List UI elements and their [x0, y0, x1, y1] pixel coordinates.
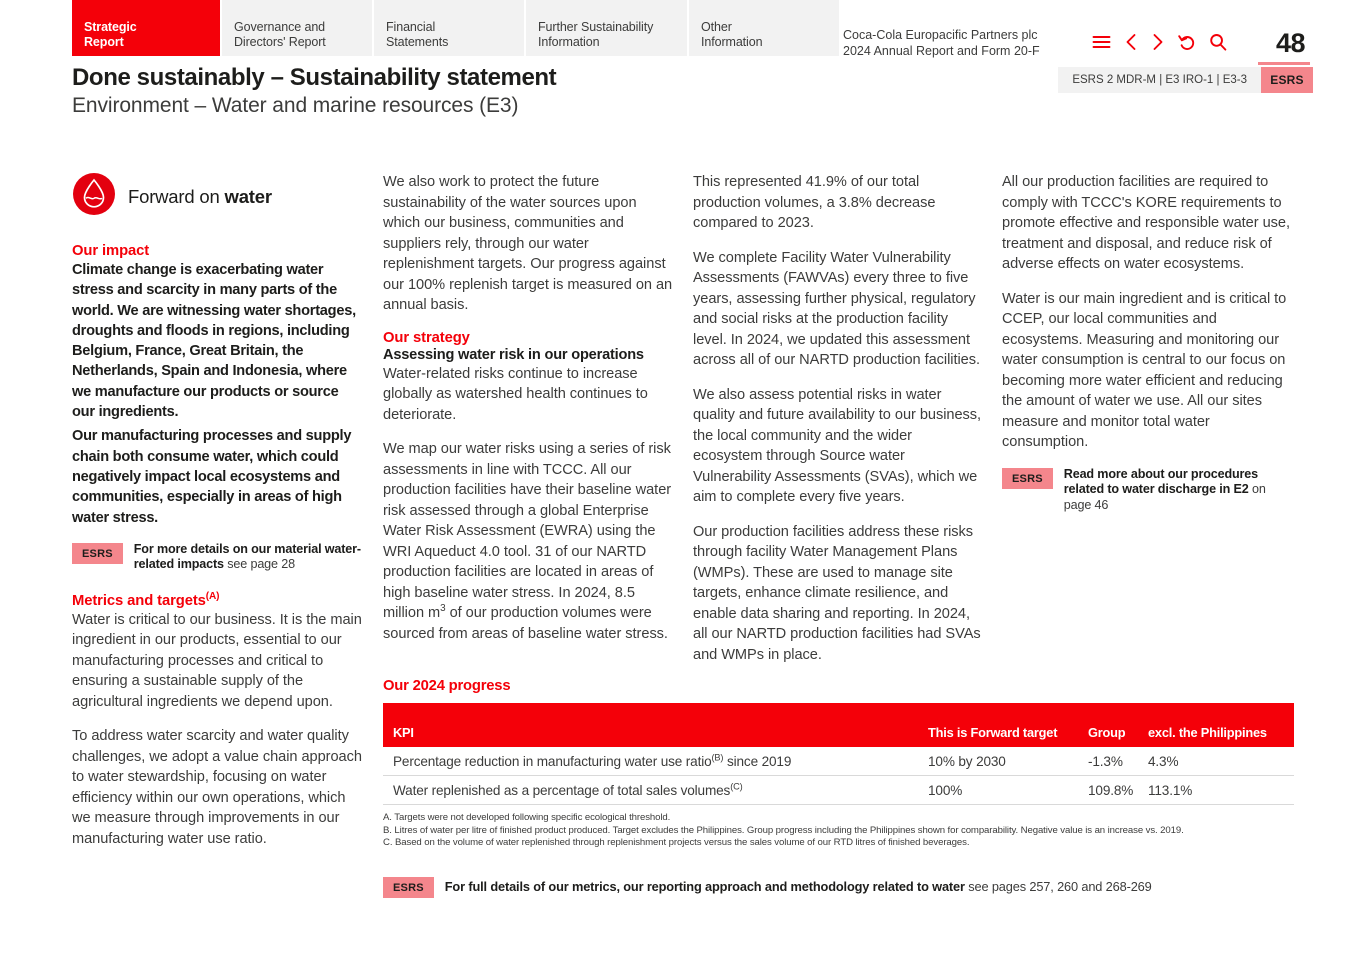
cubic-metre-superscript: 3 — [440, 603, 446, 615]
document-meta — [843, 28, 1040, 59]
search-icon[interactable] — [1209, 33, 1227, 51]
cell-excl-philippines-value: 113.1% — [1148, 776, 1294, 805]
esrs-chip: ESRS — [1002, 468, 1053, 489]
tab-label-line2: Directors' Report — [234, 35, 326, 49]
water-risk-text-a: We map our water risks using a series of risk assessments in line with TCCC. All our production facilities have their baseline water risk assessed through a global Enterprise Water Risk Assessment (EWRA) using the WRI Aqueduct 4.0 tool. 31 of our NARTD production facilities are located in areas of high baseline water stress. In 2024, 8.5 million m — [383, 441, 672, 621]
tab-label-line2: Report — [84, 35, 124, 49]
previous-page-icon[interactable] — [1124, 33, 1138, 51]
tab-label-line1: Strategic — [84, 20, 137, 34]
kore-requirements-paragraph: All our production facilities are required to comply with TCCC's KORE requirements to promote effective and responsible water use, treatment and disposal, and reduce risk of adverse effects on water ecosystems. — [1002, 174, 1290, 272]
table-row — [383, 747, 1294, 776]
esrs-crossreference-bold: For full details of our metrics, our reporting approach and methodology related to water — [444, 879, 965, 895]
metrics-paragraph-1: Water is critical to our business. It is the main ingredient in our products, essential to our manufacturing processes and critical to ensuring a sustainable supply of the agricultural ingredients we depend upon. — [72, 611, 362, 710]
production-volumes-paragraph: This represented 41.9% of our total production volumes, a 3.8% decrease compared to 2023. — [693, 174, 936, 231]
esrs-crossreference-text — [1064, 467, 1294, 514]
esrs-chip: ESRS — [383, 877, 434, 898]
forward-on-water-keyword: water — [224, 185, 272, 207]
undo-icon[interactable] — [1178, 33, 1196, 51]
esrs-badge: ESRS — [1261, 67, 1313, 93]
kpi-footnote-marker: (C) — [730, 781, 743, 792]
cell-excl-philippines-value: 4.3% — [1148, 747, 1294, 776]
forward-on-water-header — [72, 172, 364, 221]
metrics-and-targets-label: Metrics and targets — [72, 592, 206, 609]
progress-section — [383, 678, 1294, 898]
tab-other-information[interactable] — [689, 0, 841, 56]
content-column-1 — [72, 172, 364, 863]
cell-group-value: -1.3% — [1088, 747, 1148, 776]
document-company-name: Coca-Cola Europacific Partners plc — [843, 28, 1038, 42]
footnote-b: B. Litres of water per litre of finished product produced. Target excludes the Philippines. Group progress including the Philippines shown for comparability. Negative value is an increase vs. 2019. — [383, 824, 1184, 836]
water-consumption-paragraph: Water is our main ingredient and is critical to CCEP, our local communities and ecosystems. Measuring and monitoring our water consumption is central to our focus on becoming more water efficient and reducing the amount of water we use. All our sites measure and monitor total water consumption. — [1002, 290, 1287, 450]
tab-label-line1: Further Sustainability — [538, 20, 654, 34]
document-report-name: 2024 Annual Report and Form 20-F — [843, 43, 1040, 58]
content-column-2 — [383, 172, 673, 658]
content-column-4 — [1002, 172, 1294, 533]
page-title: Done sustainably – Sustainability statement — [72, 64, 557, 91]
column-header-forward-target: This is Forward target — [928, 703, 1088, 747]
content-column-3 — [693, 172, 985, 679]
kpi-table — [383, 703, 1294, 805]
tab-strategic-report[interactable] — [72, 0, 222, 56]
water-drop-icon — [72, 172, 116, 221]
wmp-paragraph: Our production facilities address these risks through facility Water Management Plans (WMPs). These are used to manage site targets, enhance climate resilience, and enable data sharing and reporting. In 2024, all our NARTD production facilities had SVAs and WMPs in place. — [693, 523, 981, 663]
tab-label-line1: Governance and — [234, 20, 326, 34]
metrics-and-targets-heading — [72, 590, 364, 609]
esrs-tag-bar — [1058, 67, 1313, 93]
esrs-crossreference-page: see pages 257, 260 and 268-269 — [964, 879, 1152, 895]
esrs-crossreference-water-impacts[interactable] — [72, 542, 364, 573]
our-impact-paragraph-2: Our manufacturing processes and supply chain both consume water, which could negatively impact local ecosystems and communities, especially in areas of high water stress. — [72, 428, 352, 526]
kpi-footnote-marker: (B) — [711, 752, 724, 763]
esrs-crossreference-page: see page 28 — [223, 557, 295, 572]
page-number: 48 — [1275, 28, 1305, 58]
cell-forward-target: 100% — [928, 776, 1088, 805]
tab-label-line2: Information — [701, 35, 763, 49]
next-page-icon[interactable] — [1151, 33, 1165, 51]
table-header-row — [383, 703, 1294, 747]
tab-financial-statements[interactable] — [374, 0, 526, 56]
our-impact-heading: Our impact — [72, 243, 150, 259]
cell-kpi-name — [383, 776, 928, 805]
sva-paragraph: We also assess potential risks in water quality and future availability to our business, the local community and the wider ecosystem through Source water Vulnerability Assessments (SVAs), which we aim to complete every five years. — [693, 386, 982, 505]
water-risk-text-b: of our production volumes were sourced from areas of baseline water stress. — [383, 605, 668, 642]
footnote-a: A. Targets were not developed following specific ecological threshold. — [383, 812, 671, 823]
assessing-water-risk-subheading: Assessing water risk in our operations — [383, 346, 644, 363]
forward-on-water-prefix: Forward on — [128, 185, 225, 207]
tab-governance-and-directors-report[interactable] — [222, 0, 374, 56]
cell-forward-target: 10% by 2030 — [928, 747, 1088, 776]
esrs-crossreference-bold: For more details on our material water-related impacts — [133, 541, 361, 572]
our-impact-paragraph-1: Climate change is exacerbating water stress and scarcity in many parts of the world. We are witnessing water shortages, droughts and floods in regions, including Belgium, France, Great Britain, the Netherlands, Spain and Indonesia, where we manufacture our products or source our ingredients. — [72, 262, 356, 421]
esrs-chip: ESRS — [72, 543, 123, 564]
fawva-paragraph: We complete Facility Water Vulnerability Assessments (FAWVAs) every three to five years, assessing further physical, regulatory and social risks at the production facility level. In 2024, we updated this assessment across all of our NARTD production facilities. — [693, 249, 980, 368]
our-strategy-heading: Our strategy — [383, 329, 470, 346]
navigation-icon-bar — [1092, 33, 1227, 51]
esrs-code-list: ESRS 2 MDR-M | E3 IRO-1 | E3-3 — [1058, 67, 1261, 93]
column-header-kpi: KPI — [383, 703, 928, 747]
tab-label-line1: Other — [701, 20, 732, 34]
water-sources-paragraph: We also work to protect the future sustainability of the water sources upon which our business, communities and suppliers rely, through our water replenishment targets. Our progress against our 100% replenish target is measured on an annual basis. — [383, 174, 673, 313]
kpi-text-a: Water replenished as a percentage of total sales volumes — [393, 783, 731, 798]
esrs-crossreference-water-discharge[interactable] — [1002, 467, 1294, 514]
progress-section-title: Our 2024 progress — [383, 678, 511, 694]
tab-further-sustainability-information[interactable] — [526, 0, 689, 56]
esrs-crossreference-metrics-methodology[interactable] — [383, 876, 1294, 898]
esrs-crossreference-page: on page 46 — [1063, 482, 1266, 512]
tab-label-line2: Statements — [386, 35, 449, 49]
forward-on-water-label — [128, 186, 272, 208]
column-header-group: Group — [1088, 703, 1148, 747]
kpi-text-a: Percentage reduction in manufacturing water use ratio — [393, 754, 712, 769]
tab-label-line1: Financial — [386, 20, 436, 34]
esrs-crossreference-text — [445, 879, 1152, 895]
table-row — [383, 776, 1294, 805]
column-header-excl-philippines: excl. the Philippines — [1148, 703, 1294, 747]
tab-label-line2: Information — [538, 35, 600, 49]
cell-group-value: 109.8% — [1088, 776, 1148, 805]
water-risk-paragraph-1: Water-related risks continue to increase globally as watershed health continues to deteriorate. — [383, 365, 648, 423]
page-number-underline — [1258, 62, 1310, 65]
footnote-c: C. Based on the volume of water replenished through replenishment projects versus the sales volume of our RTD litres of finished beverages. — [383, 837, 970, 849]
metrics-footnote-marker: (A) — [205, 590, 220, 602]
metrics-paragraph-2: To address water scarcity and water quality challenges, we adopt a value chain approach to water stewardship, focusing on water efficiency within our own operations, which we measure through improvements in our manufacturing water use ratio. — [72, 728, 362, 847]
esrs-crossreference-text — [134, 542, 364, 573]
esrs-crossreference-bold: Read more about our procedures related to water discharge in E2 — [1063, 466, 1259, 496]
water-risk-paragraph-2 — [383, 439, 673, 644]
menu-icon[interactable] — [1092, 35, 1111, 49]
table-footnotes — [383, 812, 1294, 850]
page-subtitle: Environment – Water and marine resources (E3) — [72, 94, 519, 117]
cell-kpi-name — [383, 747, 928, 776]
kpi-text-b: since 2019 — [723, 754, 792, 769]
